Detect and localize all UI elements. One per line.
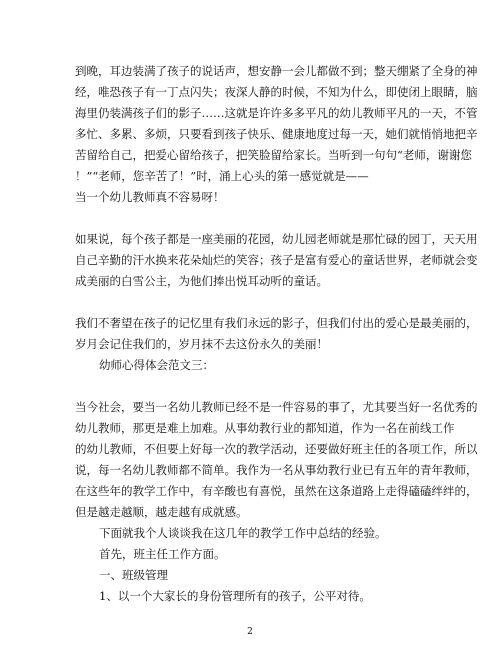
body-text-line: 当一个幼儿教师真不容易呀！ <box>75 190 225 204</box>
body-text-line: ！”“老师，您辛苦了！”时，涌上心头的第一感觉就是—— <box>75 169 369 183</box>
body-text-line: 在这些年的教学工作中，有辛酸也有喜悦，虽然在这条道路上走得磕磕绊绊的， <box>75 484 478 498</box>
list-item: 1、以一个大家长的身份管理所有的孩子，公平对待。 <box>99 589 371 603</box>
body-text-line: 当今社会，要当一名幼儿教师已经不是一件容易的事了，尤其要当好一名优秀的 <box>75 400 478 414</box>
body-text-line: 岁月会记住我们的，岁月抹不去这份永久的美丽！ <box>75 337 328 351</box>
body-text-line: 苦留给自己，把爱心留给孩子，把笑脸留给家长。当听到一句句“老师，谢谢您 <box>75 148 472 162</box>
body-text-line: 经，唯恐孩子有一丁点闪失；夜深人静的时候，不知为什么，即使闭上眼睛，脑 <box>75 85 478 99</box>
body-text-line: 幼儿教师，那更是难上加难。从事幼教行业的都知道，作为一名在前线工作 <box>75 421 455 435</box>
body-text-line: 到晚，耳边装满了孩子的说话声，想安静一会儿都做不到；整天绷紧了全身的神 <box>75 64 478 78</box>
body-text-line: 海里仍装满孩子们的影子……这就是许许多多平凡的幼儿教师平凡的一天，不管 <box>75 106 478 120</box>
body-text-line: 自己辛勤的汗水换来花朵灿烂的笑容；孩子是富有爱心的童话世界，老师就会变 <box>75 253 478 267</box>
body-text-line: 的幼儿教师，不但要上好每一次的教学活动，还要做好班主任的各项工作，所以 <box>75 442 478 456</box>
page-number: 2 <box>247 627 253 637</box>
list-heading: 一、班级管理 <box>99 568 168 582</box>
body-text-line: 多忙、多累、多烦，只要看到孩子快乐、健康地度过每一天，她们就悄悄地把辛 <box>75 127 478 141</box>
body-text-line: 首先，班主任工作方面。 <box>99 547 226 561</box>
body-text-line: 我们不奢望在孩子的记忆里有我们永远的影子，但我们付出的爱心是最美丽的， <box>75 316 478 330</box>
body-text-line: 下面就我个人谈谈我在这几年的教学工作中总结的经验。 <box>99 526 387 540</box>
body-text-line: 但是越走越顺，越走越有成就感。 <box>75 505 248 519</box>
body-text-line: 说，每一名幼儿教师都不简单。我作为一名从事幼教行业已有五年的青年教师， <box>75 463 478 477</box>
body-text-line: 如果说，每个孩子都是一座美丽的花园，幼儿园老师就是那忙碌的园丁，天天用 <box>75 232 478 246</box>
body-text-line: 成美丽的白雪公主，为他们捧出悦耳动听的童话。 <box>75 274 328 288</box>
section-heading: 幼师心得体会范文三： <box>99 358 214 372</box>
